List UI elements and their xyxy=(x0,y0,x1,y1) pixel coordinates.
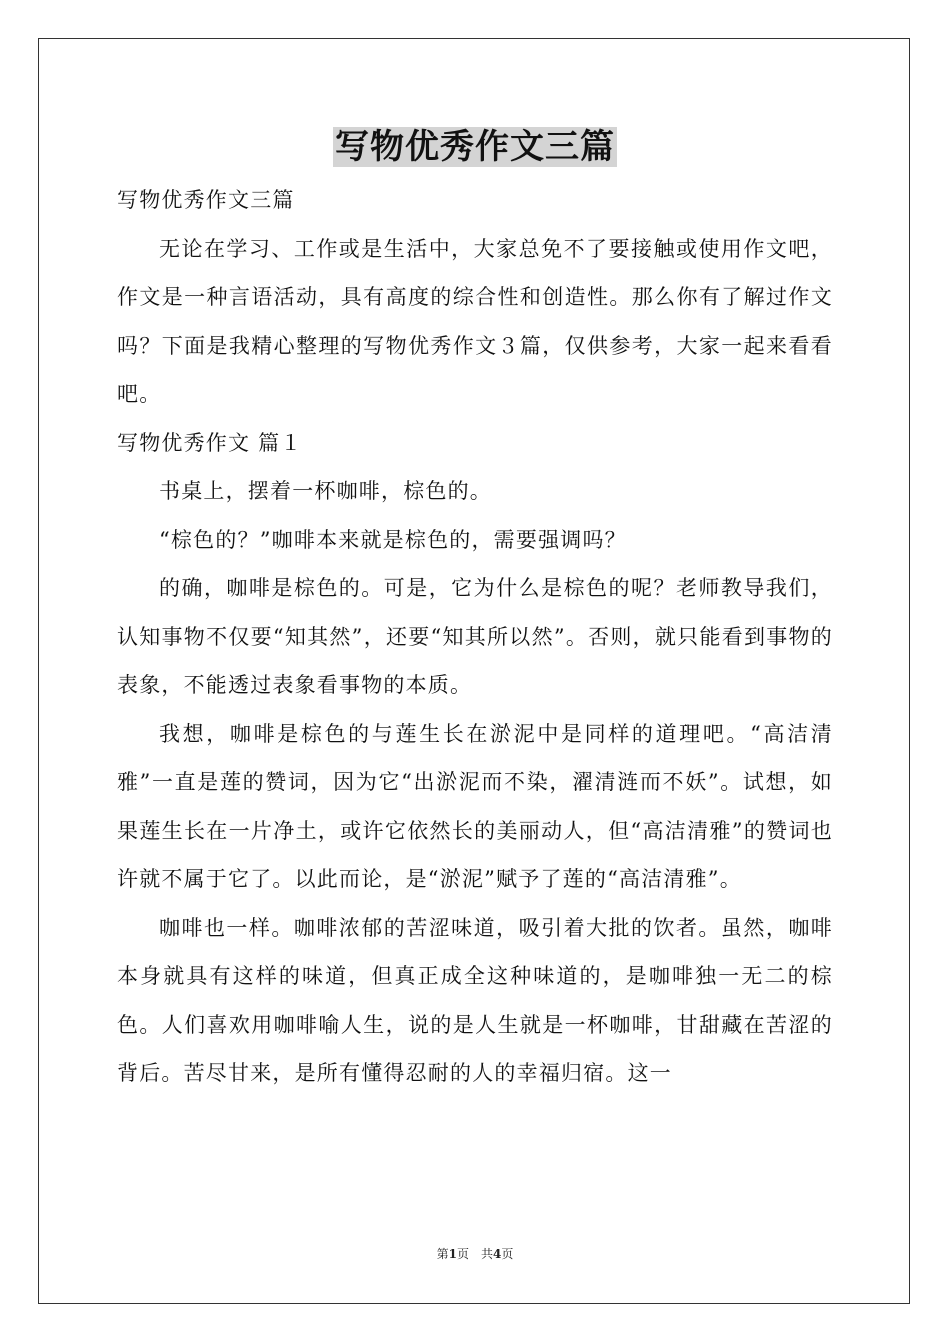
page-suffix: 页 xyxy=(501,1247,514,1261)
page-mid: 页 共 xyxy=(456,1247,493,1261)
heading: 写物优秀作文三篇 xyxy=(117,188,295,212)
document-title-text: 写物优秀作文三篇 xyxy=(335,127,615,167)
page-total: 4 xyxy=(493,1247,502,1261)
paragraph: 咖啡也一样。咖啡浓郁的苦涩味道，吸引着大批的饮者。虽然，咖啡本身就具有这样的味道，但真正成全这种味道的，是咖啡独一无二的棕色。人们喜欢用咖啡喻人生，说的是人生就是一杯咖啡，甘甜藏在苦涩的背后。苦尽甘来，是所有懂得忍耐的人的幸福归宿。这一 xyxy=(117,915,833,1085)
page-footer xyxy=(0,1244,950,1264)
paragraph: 的确，咖啡是棕色的。可是，它为什么是棕色的呢？老师教导我们，认知事物不仅要“知其然”，还要“知其所以然”。否则，就只能看到事物的表象，不能透过表象看事物的本质。 xyxy=(117,576,833,697)
page-prefix: 第 xyxy=(436,1247,449,1261)
paragraph: “棕色的？”咖啡本来就是棕色的，需要强调吗？ xyxy=(159,527,627,552)
paragraph: 我想，咖啡是棕色的与莲生长在淤泥中是同样的道理吧。“高洁清雅”一直是莲的赞词，因为它“出淤泥而不染，濯清涟而不妖”。试想，如果莲生长在一片净土，或许它依然长的美丽动人，但“高洁清雅”的赞词也许就不属于它了。以此而论，是“淤泥”赋予了莲的“高洁清雅”。 xyxy=(117,721,833,891)
page-current: 1 xyxy=(448,1247,457,1261)
section-heading: 写物优秀作文 篇１ xyxy=(117,430,303,455)
paragraph: 书桌上，摆着一杯咖啡，棕色的。 xyxy=(159,479,492,503)
document-body xyxy=(117,176,833,1098)
document-title xyxy=(0,122,950,172)
paragraph: 无论在学习、工作或是生活中，大家总免不了要接触或使用作文吧，作文是一种言语活动，具有高度的综合性和创造性。那么你有了解过作文吗？下面是我精心整理的写物优秀作文３篇，仅供参考，大家一起来看看吧。 xyxy=(117,236,833,406)
